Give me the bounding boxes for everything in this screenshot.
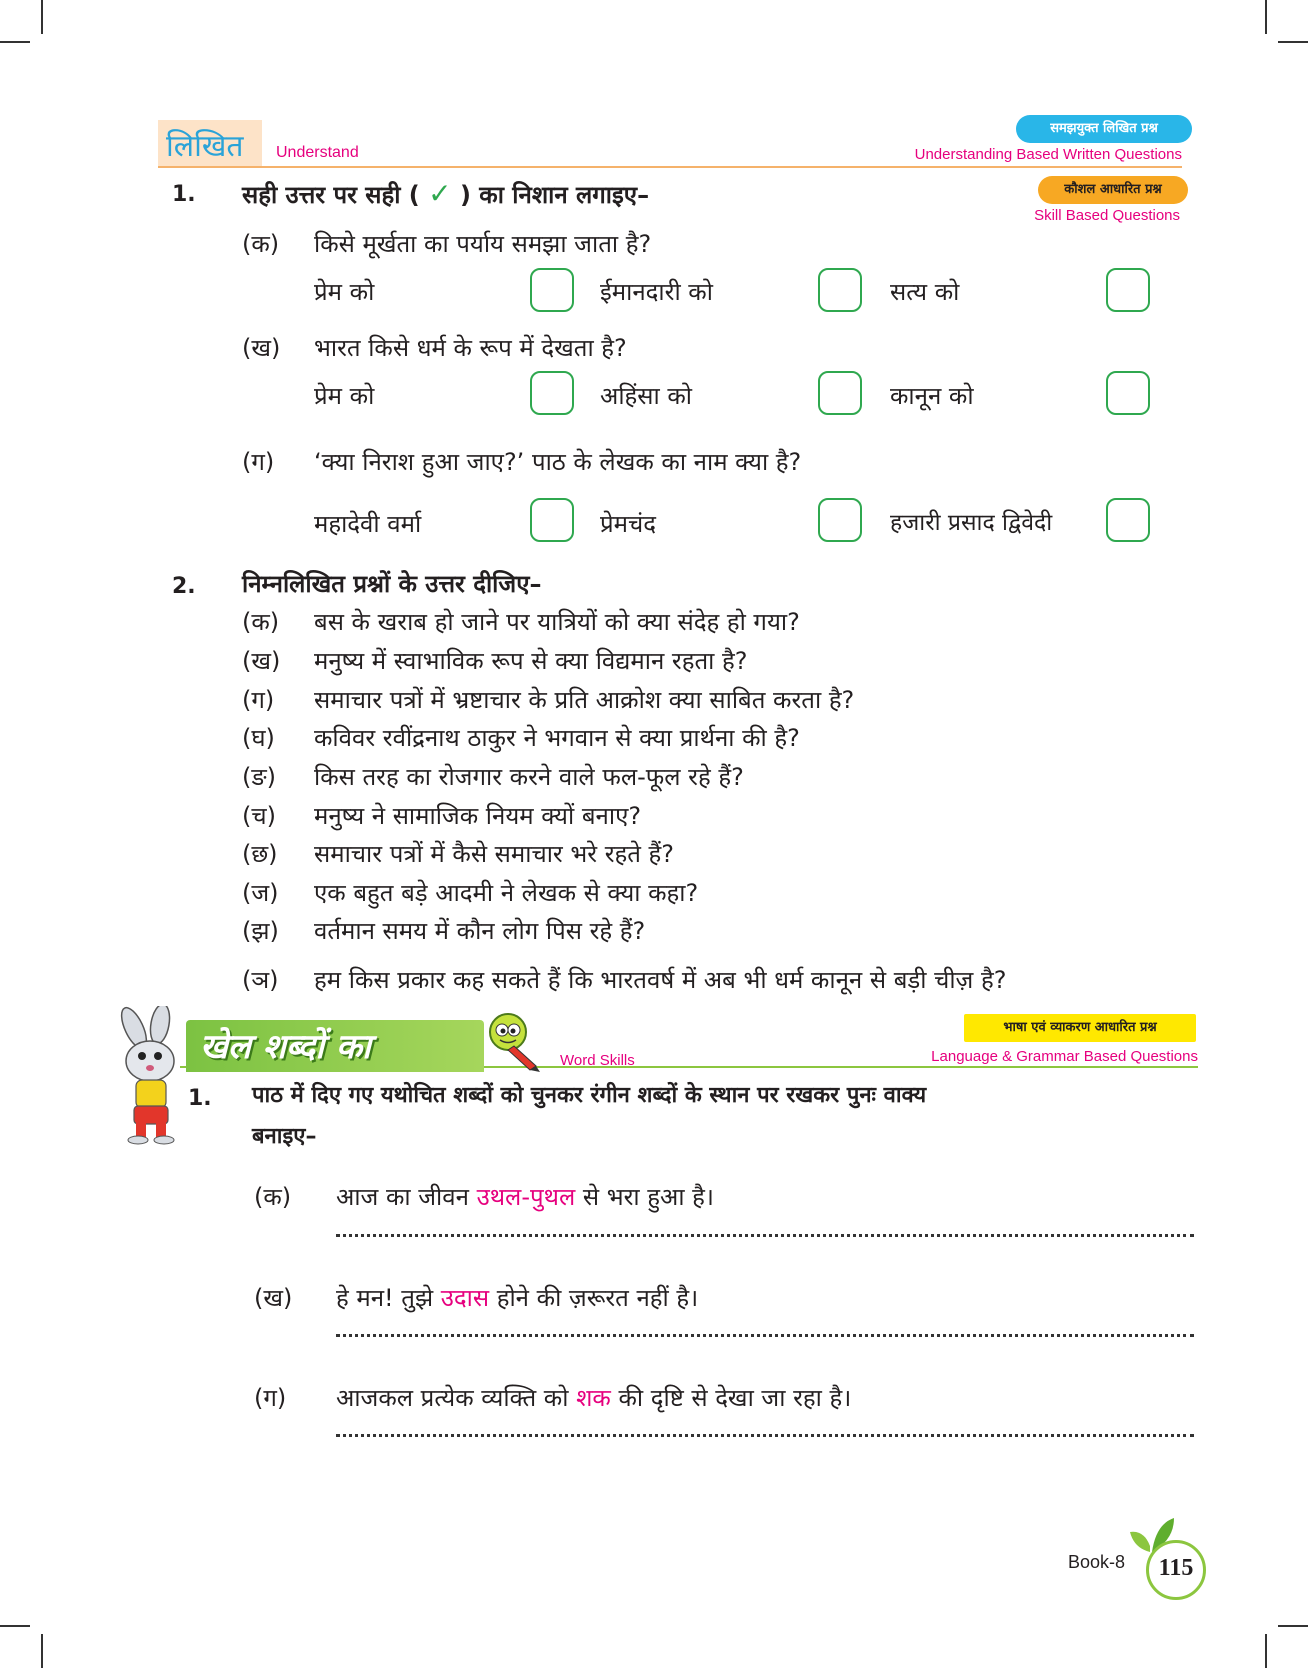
q2-instruction: निम्नलिखित प्रश्नों के उत्तर दीजिए–: [242, 570, 542, 598]
highlighted-word: उदास: [440, 1284, 490, 1312]
list-item-label: (घ): [242, 724, 275, 752]
q2-number: 2.: [172, 574, 196, 599]
sentence-text: आजकल प्रत्येक व्यक्ति को: [336, 1384, 577, 1412]
option-text: सत्य को: [890, 278, 960, 306]
crop-mark: [41, 0, 43, 34]
list-item-label: (क): [242, 608, 280, 636]
answer-checkbox[interactable]: [530, 371, 574, 415]
answer-checkbox[interactable]: [530, 498, 574, 542]
list-item-text: कविवर रवींद्रनाथ ठाकुर ने भगवान से क्या प्रार्थना की है?: [314, 724, 800, 752]
option-text: अहिंसा को: [600, 382, 693, 410]
page-number: 115: [1158, 1555, 1194, 1581]
crop-mark: [1265, 1634, 1267, 1668]
list-item-text: बस के खराब हो जाने पर यात्रियों को क्या संदेह हो गया?: [314, 608, 800, 636]
list-item-label: (ङ): [242, 763, 277, 791]
crop-mark: [0, 41, 30, 43]
q1-instruction: [242, 177, 650, 210]
highlighted-word: उथल-पुथल: [476, 1183, 576, 1211]
list-item-text: एक बहुत बड़े आदमी ने लेखक से क्या कहा?: [314, 879, 699, 907]
ws1-item-sentence: [336, 1286, 698, 1310]
q1-number: 1.: [172, 182, 196, 207]
list-item-text: किस तरह का रोजगार करने वाले फल-फूल रहे हैं?: [314, 763, 744, 791]
section-subtitle: Word Skills: [560, 1052, 635, 1069]
list-item-label: (झ): [242, 917, 279, 945]
answer-checkbox[interactable]: [1106, 371, 1150, 415]
q1-instruction-end: ) का निशान लगाइए–: [459, 181, 650, 209]
answer-line[interactable]: [336, 1234, 1194, 1237]
list-item-text: समाचार पत्रों में कैसे समाचार भरे रहते हैं?: [314, 840, 675, 868]
skill-badge-caption: Skill Based Questions: [1034, 207, 1180, 224]
answer-checkbox[interactable]: [530, 268, 574, 312]
q1-item-question: भारत किसे धर्म के रूप में देखता है?: [314, 334, 627, 362]
checkmark-icon: ✓: [428, 177, 452, 210]
answer-checkbox[interactable]: [818, 371, 862, 415]
section-title: खेल शब्दों का: [200, 1027, 371, 1067]
list-item-label: (छ): [242, 840, 278, 868]
understanding-badge: समझयुक्त लिखित प्रश्न: [1016, 115, 1192, 143]
q1-item-question: ‘क्या निराश हुआ जाए?’ पाठ के लेखक का नाम क्या है?: [314, 448, 802, 476]
understanding-badge-caption: Understanding Based Written Questions: [914, 146, 1182, 163]
crop-mark: [1278, 41, 1308, 43]
answer-checkbox[interactable]: [818, 498, 862, 542]
crop-mark: [1265, 0, 1267, 34]
list-item-text: मनुष्य ने सामाजिक नियम क्यों बनाए?: [314, 802, 642, 830]
section-title: लिखित: [166, 129, 244, 164]
option-text: हजारी प्रसाद द्विवेदी: [890, 510, 1053, 536]
list-item-text: मनुष्य में स्वाभाविक रूप से क्या विद्यमान रहता है?: [314, 647, 748, 675]
list-item-label: (ख): [242, 647, 281, 675]
skill-badge: कौशल आधारित प्रश्न: [1038, 176, 1188, 204]
ws1-instruction-line2: बनाइए–: [252, 1124, 317, 1149]
list-item-label: (ग): [242, 686, 275, 714]
option-text: महादेवी वर्मा: [314, 510, 422, 538]
answer-checkbox[interactable]: [818, 268, 862, 312]
section-subtitle: Understand: [276, 144, 359, 161]
pencil-mascot-icon: [484, 1010, 544, 1072]
q1-item-label: (क): [242, 230, 280, 258]
q1-item-label: (ग): [242, 448, 275, 476]
grammar-badge: भाषा एवं व्याकरण आधारित प्रश्न: [964, 1014, 1196, 1042]
answer-checkbox[interactable]: [1106, 268, 1150, 312]
ws1-item-label: (ग): [254, 1384, 287, 1412]
ws1-item-sentence: [336, 1386, 851, 1410]
list-item-text: हम किस प्रकार कह सकते हैं कि भारतवर्ष में अब भी धर्म कानून से बड़ी चीज़ है?: [314, 966, 1007, 994]
ws1-item-label: (क): [254, 1183, 292, 1211]
book-label: Book-8: [1068, 1552, 1126, 1572]
ws1-instruction-line1: पाठ में दिए गए यथोचित शब्दों को चुनकर रंगीन शब्दों के स्थान पर रखकर पुनः वाक्य: [252, 1083, 927, 1108]
section-divider: [158, 166, 1182, 168]
q1-item-label: (ख): [242, 334, 281, 362]
answer-line[interactable]: [336, 1334, 1194, 1337]
list-item-label: (ज): [242, 879, 279, 907]
answer-line[interactable]: [336, 1434, 1194, 1437]
crop-mark: [1278, 1625, 1308, 1627]
list-item-label: (च): [242, 802, 276, 830]
option-text: कानून को: [890, 382, 974, 410]
sentence-text: होने की ज़रूरत नहीं है।: [489, 1284, 699, 1312]
sentence-text: हे मन! तुझे: [336, 1284, 441, 1312]
ws1-item-sentence: [336, 1185, 714, 1209]
option-text: प्रेम को: [314, 382, 375, 410]
option-text: ईमानदारी को: [600, 278, 713, 306]
ws1-number: 1.: [188, 1086, 212, 1111]
grammar-badge-caption: Language & Grammar Based Questions: [931, 1048, 1198, 1065]
ws1-item-label: (ख): [254, 1284, 293, 1312]
q1-item-question: किसे मूर्खता का पर्याय समझा जाता है?: [314, 230, 652, 258]
sentence-text: आज का जीवन: [336, 1183, 477, 1211]
list-item-text: समाचार पत्रों में भ्रष्टाचार के प्रति आक्रोश क्या साबित करता है?: [314, 686, 855, 714]
sentence-text: की दृष्टि से देखा जा रहा है।: [610, 1384, 852, 1412]
list-item-text: वर्तमान समय में कौन लोग पिस रहे हैं?: [314, 917, 646, 945]
option-text: प्रेम को: [314, 278, 375, 306]
option-text: प्रेमचंद: [600, 510, 656, 538]
crop-mark: [0, 1625, 30, 1627]
list-item-label: (ञ): [242, 966, 279, 994]
highlighted-word: शक: [576, 1384, 611, 1412]
q1-instruction-start: सही उत्तर पर सही (: [242, 181, 420, 209]
answer-checkbox[interactable]: [1106, 498, 1150, 542]
crop-mark: [41, 1634, 43, 1668]
sentence-text: से भरा हुआ है।: [575, 1183, 714, 1211]
